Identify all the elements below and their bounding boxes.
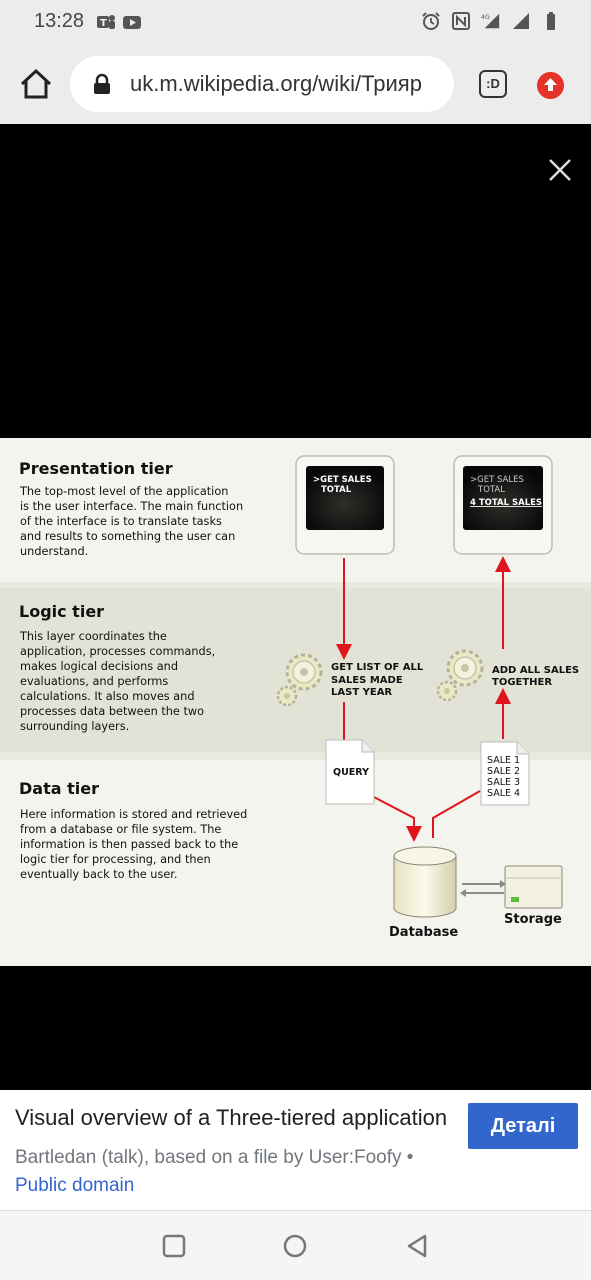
svg-text:T: T [100,18,107,29]
storage-label: Storage [504,912,562,927]
database-icon [394,847,456,917]
presentation-tier-title: Presentation tier [19,459,173,478]
screen2-line2: TOTAL [478,485,505,495]
screen2-line3: 4 TOTAL SALES [470,498,543,508]
step1-line2: SALES MADE [331,675,403,686]
logic-tier-text: This layer coordinates the application, processes commands, makes logical decisions and evaluations, and performs calculations. It also moves and processes data between the two surrounding layers. [20,630,216,733]
query-label: QUERY [333,767,369,778]
monitor-request [296,456,394,554]
step1-line3: LAST YEAR [331,687,393,698]
monitor-result [454,456,552,554]
step1-line1: GET LIST OF ALL [331,662,424,673]
sale-1: SALE 1 [487,755,521,766]
diagram-graphics [0,438,591,966]
caption-title: Visual overview of a Three-tiered application [15,1105,448,1130]
presentation-tier-text: The top-most level of the application is the user interface. The main function of the interface is to translate tasks and results to something the user can understand. [20,485,244,558]
status-time: 13:28 [34,10,85,32]
step2-line2: TOGETHER [492,677,553,688]
screen1-line1: >GET SALES [313,475,372,485]
close-icon[interactable] [546,156,574,184]
step2-line1: ADD ALL SALES [492,665,580,676]
screen2-line1: >GET SALES [470,475,524,485]
database-label: Database [389,925,459,940]
caption-panel [0,1090,591,1210]
notification-icons [96,12,142,32]
sale-2: SALE 2 [487,766,521,777]
media-viewer [0,124,591,1090]
signal-4g-icon [481,11,501,31]
arrow-query-to-db [372,796,414,834]
screen1-line2: TOTAL [321,485,352,495]
sale-4: SALE 4 [487,788,521,799]
signal-icon [511,11,531,31]
upload-icon[interactable] [537,72,564,99]
youtube-icon [122,12,142,32]
system-nav-bar [0,1210,591,1280]
data-tier-text: Here information is stored and retrieved from a database or file system. The information is then passed back to the logic tier for processing, and then eventually back to the user. [20,808,248,881]
caption-attribution: Bartledan (talk), based on a file by User:Foofy • [15,1147,414,1168]
lock-icon [92,73,112,95]
query-document [326,740,374,804]
url-text[interactable]: uk.m.wikipedia.org/wiki/Трияр [130,71,422,96]
three-tier-diagram [0,438,591,966]
battery-icon [541,11,561,31]
back-icon[interactable] [404,1233,430,1259]
teams-icon [96,12,116,32]
logic-tier-title: Logic tier [19,602,105,621]
nfc-icon [451,11,471,31]
tabs-button[interactable]: :D [479,70,507,98]
license-link[interactable]: Public domain [15,1175,135,1196]
gears-icon-step1 [278,655,321,705]
home-nav-icon[interactable] [282,1233,308,1259]
data-tier-title: Data tier [19,779,99,798]
svg-text:4G: 4G [481,14,490,22]
gears-icon-step2 [438,651,482,700]
sale-3: SALE 3 [487,777,521,788]
status-bar [0,0,591,44]
system-icons [421,11,561,31]
recents-icon[interactable] [161,1233,187,1259]
address-bar[interactable] [70,56,454,112]
arrow-db-to-sales [433,791,480,838]
alarm-icon [421,11,441,31]
browser-toolbar [0,44,591,124]
storage-icon [505,866,562,908]
details-button[interactable]: Деталі [468,1103,578,1149]
home-icon[interactable] [16,64,56,104]
sales-document [481,742,529,805]
sync-arrows [460,880,506,897]
